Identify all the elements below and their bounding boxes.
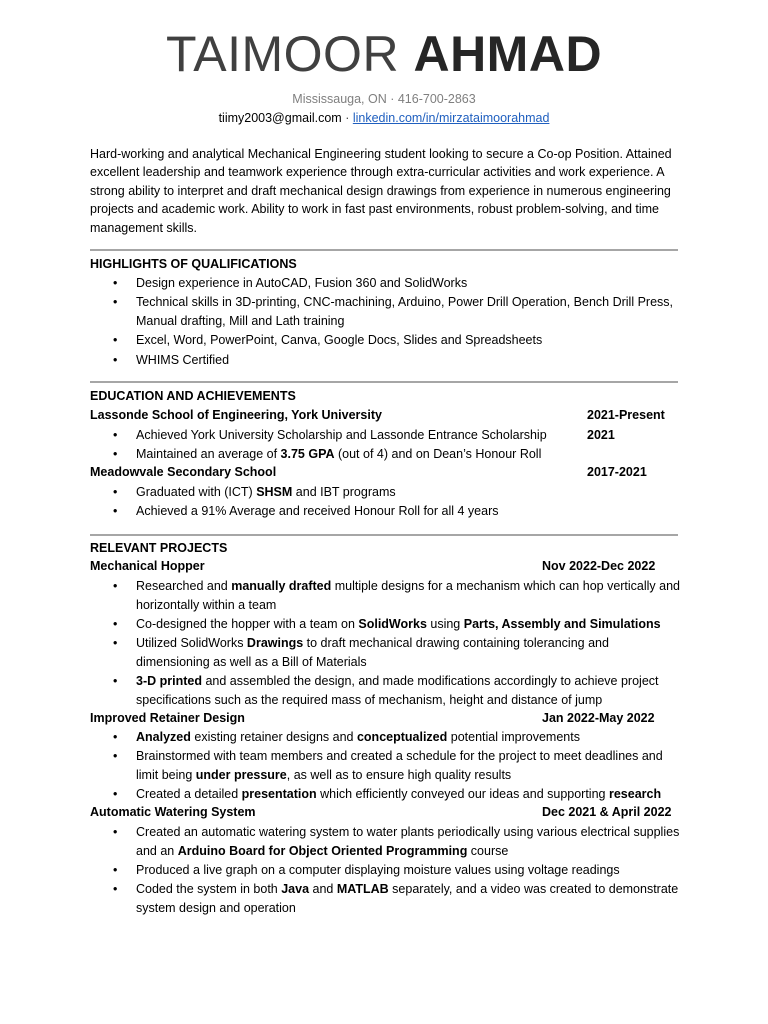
achievement-item: Achieved a 91% Average and received Honour Roll for all 4 years [136,504,499,518]
bullet-glyph: • [113,749,118,763]
qualification-item: Excel, Word, PowerPoint, Canva, Google Docs, Slides and Spreadsheets [136,333,543,347]
section-divider [90,381,678,383]
project-bullet: Analyzed existing retainer designs and conceptualized potential improvements [136,730,580,744]
qualification-item: Technical skills in 3D-printing, CNC-machining, Arduino, Power Drill Operation, Bench Drill Press, Manual drafting, Mill and Lath training [136,295,674,328]
location-phone: Mississauga, ON · 416-700-2863 [292,92,476,106]
project-title: Automatic Watering System [90,805,256,819]
bullet-glyph: • [113,636,118,650]
section-heading-qualifications: HIGHLIGHTS OF QUALIFICATIONS [90,257,297,271]
candidate-name [0,24,768,84]
school-name: Lassonde School of Engineering, York University [90,408,382,422]
contact-separator: · [341,111,353,125]
achievement-date: 2021 [587,428,615,442]
qualification-item: Design experience in AutoCAD, Fusion 360 and SolidWorks [136,276,468,290]
bullet-glyph: • [113,428,118,442]
school-date: 2017-2021 [587,465,647,479]
project-title: Improved Retainer Design [90,711,245,725]
bullet-glyph: • [113,485,118,499]
project-bullet: Brainstormed with team members and created a schedule for the project to meet deadlines and limit being under pressure, as well as to ensure high quality results [136,749,663,782]
section-heading-education: EDUCATION AND ACHIEVEMENTS [90,389,296,403]
linkedin-link[interactable]: linkedin.com/in/mirzataimoorahmad [352,111,550,125]
bullet-glyph: • [113,882,118,896]
section-divider [90,534,678,536]
section-heading-projects: RELEVANT PROJECTS [90,541,228,555]
project-title: Mechanical Hopper [90,559,205,573]
bullet-glyph: • [113,504,118,518]
project-bullet: Co-designed the hopper with a team on SolidWorks using Parts, Assembly and Simulations [136,617,661,631]
bullet-glyph: • [113,787,118,801]
bullet-glyph: • [113,333,118,347]
last-name: AHMAD [413,26,603,82]
bullet-glyph: • [113,447,118,461]
achievement-item: Maintained an average of 3.75 GPA (out of 4) and on Dean’s Honour Roll [136,447,542,461]
bullet-glyph: • [113,825,118,839]
project-date: Jan 2022-May 2022 [542,711,655,725]
bullet-glyph: • [113,730,118,744]
bullet-glyph: • [113,276,118,290]
qualification-item: WHIMS Certified [136,353,230,367]
bullet-glyph: • [113,353,118,367]
bullet-glyph: • [113,863,118,877]
achievement-item: Graduated with (ICT) SHSM and IBT programs [136,485,396,499]
project-date: Nov 2022-Dec 2022 [542,559,656,573]
bullet-glyph: • [113,295,118,309]
project-bullet: 3-D printed and assembled the design, and made modifications accordingly to achieve project specifications such as the required mass of mechanism, height and distance of jump [136,674,659,707]
project-bullet: Researched and manually drafted multiple designs for a mechanism which can hop vertically and horizontally within a team [136,579,681,612]
contact-line [0,109,768,127]
bullet-glyph: • [113,579,118,593]
bullet-glyph: • [113,617,118,631]
email[interactable]: tiimy2003@gmail.com [218,111,342,125]
project-bullet: Created an automatic watering system to water plants periodically using various electrical supplies and an Arduino Board for Object Oriented Programming course [136,825,680,858]
bullet-glyph: • [113,674,118,688]
achievement-item: Achieved York University Scholarship and Lassonde Entrance Scholarship [136,428,547,442]
first-name: TAIMOOR [165,26,400,82]
school-date: 2021-Present [587,408,665,422]
project-date: Dec 2021 & April 2022 [542,805,672,819]
section-divider [90,249,678,251]
school-name: Meadowvale Secondary School [90,465,277,479]
project-bullet: Produced a live graph on a computer displaying moisture values using voltage readings [136,863,620,877]
project-bullet: Utilized SolidWorks Drawings to draft mechanical drawing containing tolerancing and dimensioning as well as a Bill of Materials [136,636,609,669]
profile-summary: Hard-working and analytical Mechanical Engineering student looking to secure a Co-op Position. Attained excellent leadership and teamwork experience through extra-curricular activities and work experience. A strong ability to interpret and draft mechanical design drawings from experience in numerous engineering projects and academic work. Ability to work in fast past environments, robust problem-solving, and time management skills. [90,147,672,235]
project-bullet: Coded the system in both Java and MATLAB separately, and a video was created to demonstrate system design and operation [136,882,679,915]
project-bullet: Created a detailed presentation which efficiently conveyed our ideas and supporting research [136,787,662,801]
